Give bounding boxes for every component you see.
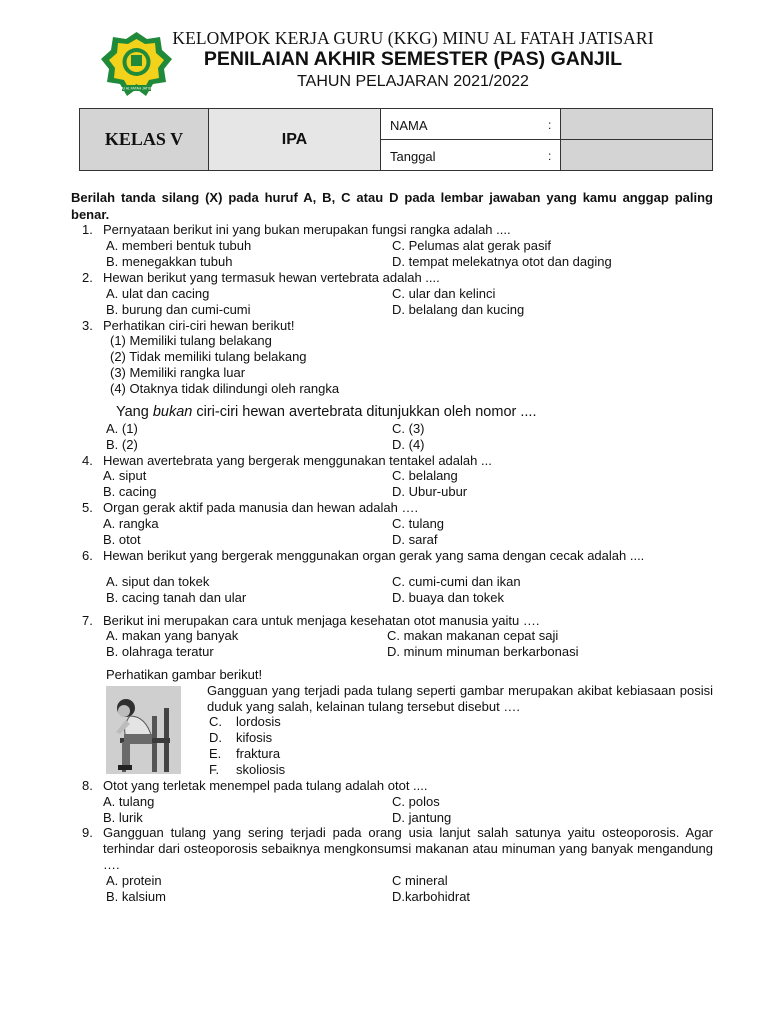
option-a: A. memberi bentuk tubuh [106,238,252,253]
question-number: 4. [82,453,93,468]
option-b: B. cacing tanah dan ular [106,590,247,605]
option-d: D. buaya dan tokek [392,590,505,605]
option-a: A. protein [106,873,162,888]
option-b: B. lurik [103,810,143,825]
question-number: 3. [82,318,93,333]
option-b: B. menegakkan tubuh [106,254,233,269]
option-d: D.karbohidrat [392,889,471,904]
instructions: Berilah tanda silang (X) pada huruf A, B, C atau D pada lembar jawaban yang kamu anggap paling benar. [71,190,713,222]
question-text: Berikut ini merupakan cara untuk menjaga kesehatan otot manusia yaitu …. [103,613,540,628]
option-a: A. (1) [106,421,138,436]
option-value: kifosis [236,730,273,745]
question-number: 7. [82,613,93,628]
stem-part: ciri-ciri hewan avertebrata ditunjukkan oleh nomor .... [192,404,537,420]
organization-name: KELOMPOK KERJA GURU (KKG) MINU AL FATAH JATISARI [172,28,654,48]
question-number: 9. [82,825,93,840]
option-d: D. tempat melekatnya otot dan daging [392,254,612,269]
option-d: D. belalang dan kucing [392,302,525,317]
option-c: C mineral [392,873,448,888]
option-b: B. kalsium [106,889,166,904]
option-b: B. cacing [103,484,157,499]
figure-intro: Perhatikan gambar berikut! [106,667,263,682]
list-item: (1) Memiliki tulang belakang [110,333,272,348]
date-field[interactable] [561,140,712,170]
class-cell: KELAS V [80,109,209,170]
option-a: A. siput [103,468,147,483]
question-text: Organ gerak aktif pada manusia dan hewan adalah …. [103,500,419,515]
option-c: C. belalang [392,468,458,483]
question-number: 1. [82,222,93,237]
option-d: D. minum minuman berkarbonasi [387,644,579,659]
name-label: NAMA [390,118,428,133]
question-text: Hewan avertebrata yang bergerak menggunakan tentakel adalah ... [103,453,492,468]
student-info-table [79,108,713,171]
option-b: B. olahraga teratur [106,644,214,659]
option-label: F. [209,762,220,777]
option-a: A. tulang [103,794,155,809]
option-a: A. siput dan tokek [106,574,210,589]
academic-year: TAHUN PELAJARAN 2021/2022 [297,73,529,90]
option-d: D. Ubur-ubur [392,484,468,499]
option-label: E. [209,746,222,761]
list-item: (3) Memiliki rangka luar [110,365,246,380]
option-b: B. (2) [106,437,138,452]
figure-question-text: Gangguan yang terjadi pada tulang seperti gambar merupakan akibat kebiasaan posisi duduk yang salah, kelainan tulang tersebut disebut …. [207,683,713,714]
date-colon: : [548,149,552,163]
option-c: C. cumi-cumi dan ikan [392,574,521,589]
question-number: 8. [82,778,93,793]
option-b: B. otot [103,532,141,547]
option-a: A. rangka [103,516,159,531]
list-item: (2) Tidak memiliki tulang belakang [110,349,307,364]
option-value: skoliosis [236,762,286,777]
exam-title: PENILAIAN AKHIR SEMESTER (PAS) GANJIL [203,48,623,70]
question-text: Perhatikan ciri-ciri hewan berikut! [103,318,295,333]
list-item: (4) Otaknya tidak dilindungi oleh rangka [110,381,340,396]
question-text: Gangguan tulang yang sering terjadi pada orang usia lanjut salah satunya yaitu osteoporosis. Agar terhindar dari osteoporosis sebaiknya mengkonsumsi makanan atau minuman yang banyak mengandung …. [103,825,713,872]
option-value: lordosis [236,714,281,729]
option-c: C. polos [392,794,440,809]
option-c: C. Pelumas alat gerak pasif [392,238,551,253]
question-number: 5. [82,500,93,515]
question-number: 6. [82,548,93,563]
question-text: Pernyataan berikut ini yang bukan merupakan fungsi rangka adalah .... [103,222,511,237]
option-label: C. [209,714,222,729]
option-a: A. makan yang banyak [106,628,239,643]
option-d: D. saraf [392,532,438,547]
question-text: Otot yang terletak menempel pada tulang adalah otot .... [103,778,428,793]
option-label: D. [209,730,222,745]
logo-caption: MINU AL FATAH JATISARI [116,86,157,91]
question-stem [116,404,536,420]
option-c: C. (3) [392,421,425,436]
question-text: Hewan berikut yang bergerak menggunakan organ gerak yang sama dengan cecak adalah .... [103,548,645,563]
name-colon: : [548,118,552,132]
option-c: C. ular dan kelinci [392,286,496,301]
question-text: Hewan berikut yang termasuk hewan vertebrata adalah .... [103,270,440,285]
option-d: D. (4) [392,437,425,452]
option-a: A. ulat dan cacing [106,286,210,301]
stem-emphasis: bukan [152,404,193,420]
name-field[interactable] [561,109,712,140]
stem-part: Yang [116,404,153,420]
option-b: B. burung dan cumi-cumi [106,302,251,317]
date-label: Tanggal [390,149,436,164]
label-column [381,109,561,170]
option-c: C. tulang [392,516,445,531]
value-column [561,109,712,170]
option-value: fraktura [236,746,281,761]
question-number: 2. [82,270,93,285]
option-c: C. makan makanan cepat saji [387,628,559,643]
subject-cell: IPA [209,109,381,170]
option-d: D. jantung [392,810,452,825]
posture-figure [106,686,181,774]
